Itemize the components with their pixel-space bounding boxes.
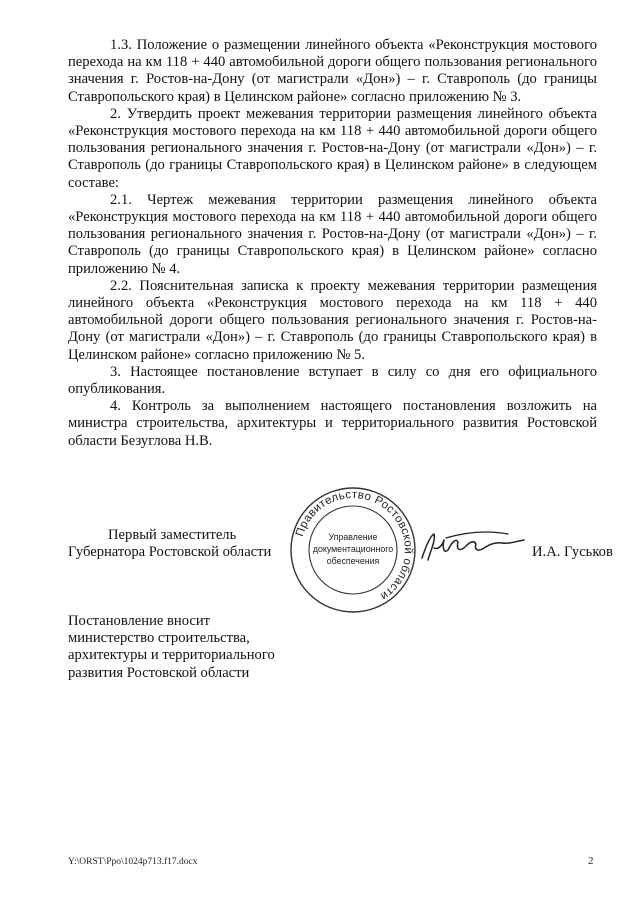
signatory-title-line-1: Первый заместитель — [108, 527, 237, 543]
page-number: 2 — [588, 855, 594, 867]
paragraph-2-2: 2.2. Пояснительная записка к проекту межевания территории размещения линейного объекта «Реконструкция мостового перехода на км 118 + 440 автомобильной дороги общего пользования регионального значения г. Ростов-на-Дону (от магистрали «Дон») – г. Ставрополь (до границы Ставропольского края) в Целинском районе» согласно приложению № 5. — [68, 277, 597, 363]
paragraph-2-1: 2.1. Чертеж межевания территории размещения линейного объекта «Реконструкция мостового перехода на км 118 + 440 автомобильной дороги общего пользования регионального значения г. Ростов-на-Дону (от магистрали «Дон») – г. Ставрополь (до границы Ставропольского края) в Целинском районе» согласно приложению № 4. — [68, 191, 597, 277]
seal-inner-line-3: обеспечения — [326, 556, 380, 566]
signatory-name: И.А. Гуськов — [532, 544, 613, 560]
signatory-title-line-2: Губернатора Ростовской области — [68, 544, 272, 561]
paragraph-4: 4. Контроль за выполнением настоящего постановления возложить на министра строительства, архитектуры и территориального развития Ростовской области Безуглова Н.В. — [68, 398, 597, 449]
seal-ring-text: Правительство Ростовской области — [293, 488, 415, 603]
footer-file-path: Y:\ORST\Ppo\1024p713.f17.docx — [68, 857, 198, 867]
paragraph-1-3: 1.3. Положение о размещении линейного объекта «Реконструкция мостового перехода на км 118 + 440 автомобильной дороги общего пользования регионального значения г. Ростов-на-Дону (от магистрали «Дон») – г. Ставрополь (до границы Ставропольского края) в Целинском районе» согласно приложению № 3. — [68, 37, 597, 105]
issuer-line-2: министерство строительства, — [68, 630, 250, 647]
seal-inner-line-2: документационного — [312, 544, 394, 554]
paragraph-2: 2. Утвердить проект межевания территории размещения линейного объекта «Реконструкция мостового перехода на км 118 + 440 автомобильной дороги общего пользования регионального значения г. Ростов-на-Дону (от магистрали «Дон») – г. Ставрополь (до границы Ставропольского края) в Целинском районе» в следующем составе: — [68, 105, 597, 191]
issuer-line-3: архитектуры и территориального — [68, 647, 275, 664]
official-seal — [288, 485, 418, 615]
seal-inner-line-1: Управление — [328, 532, 378, 542]
issuer-line-1: Постановление вносит — [68, 613, 211, 629]
handwritten-signature — [416, 528, 528, 566]
signatory-title — [68, 527, 308, 561]
paragraph-3: 3. Настоящее постановление вступает в силу со дня его официального опубликования. — [68, 363, 597, 398]
issuer-line-4: развития Ростовской области — [68, 664, 250, 681]
document-body — [68, 37, 597, 450]
issuer-block — [68, 613, 348, 682]
